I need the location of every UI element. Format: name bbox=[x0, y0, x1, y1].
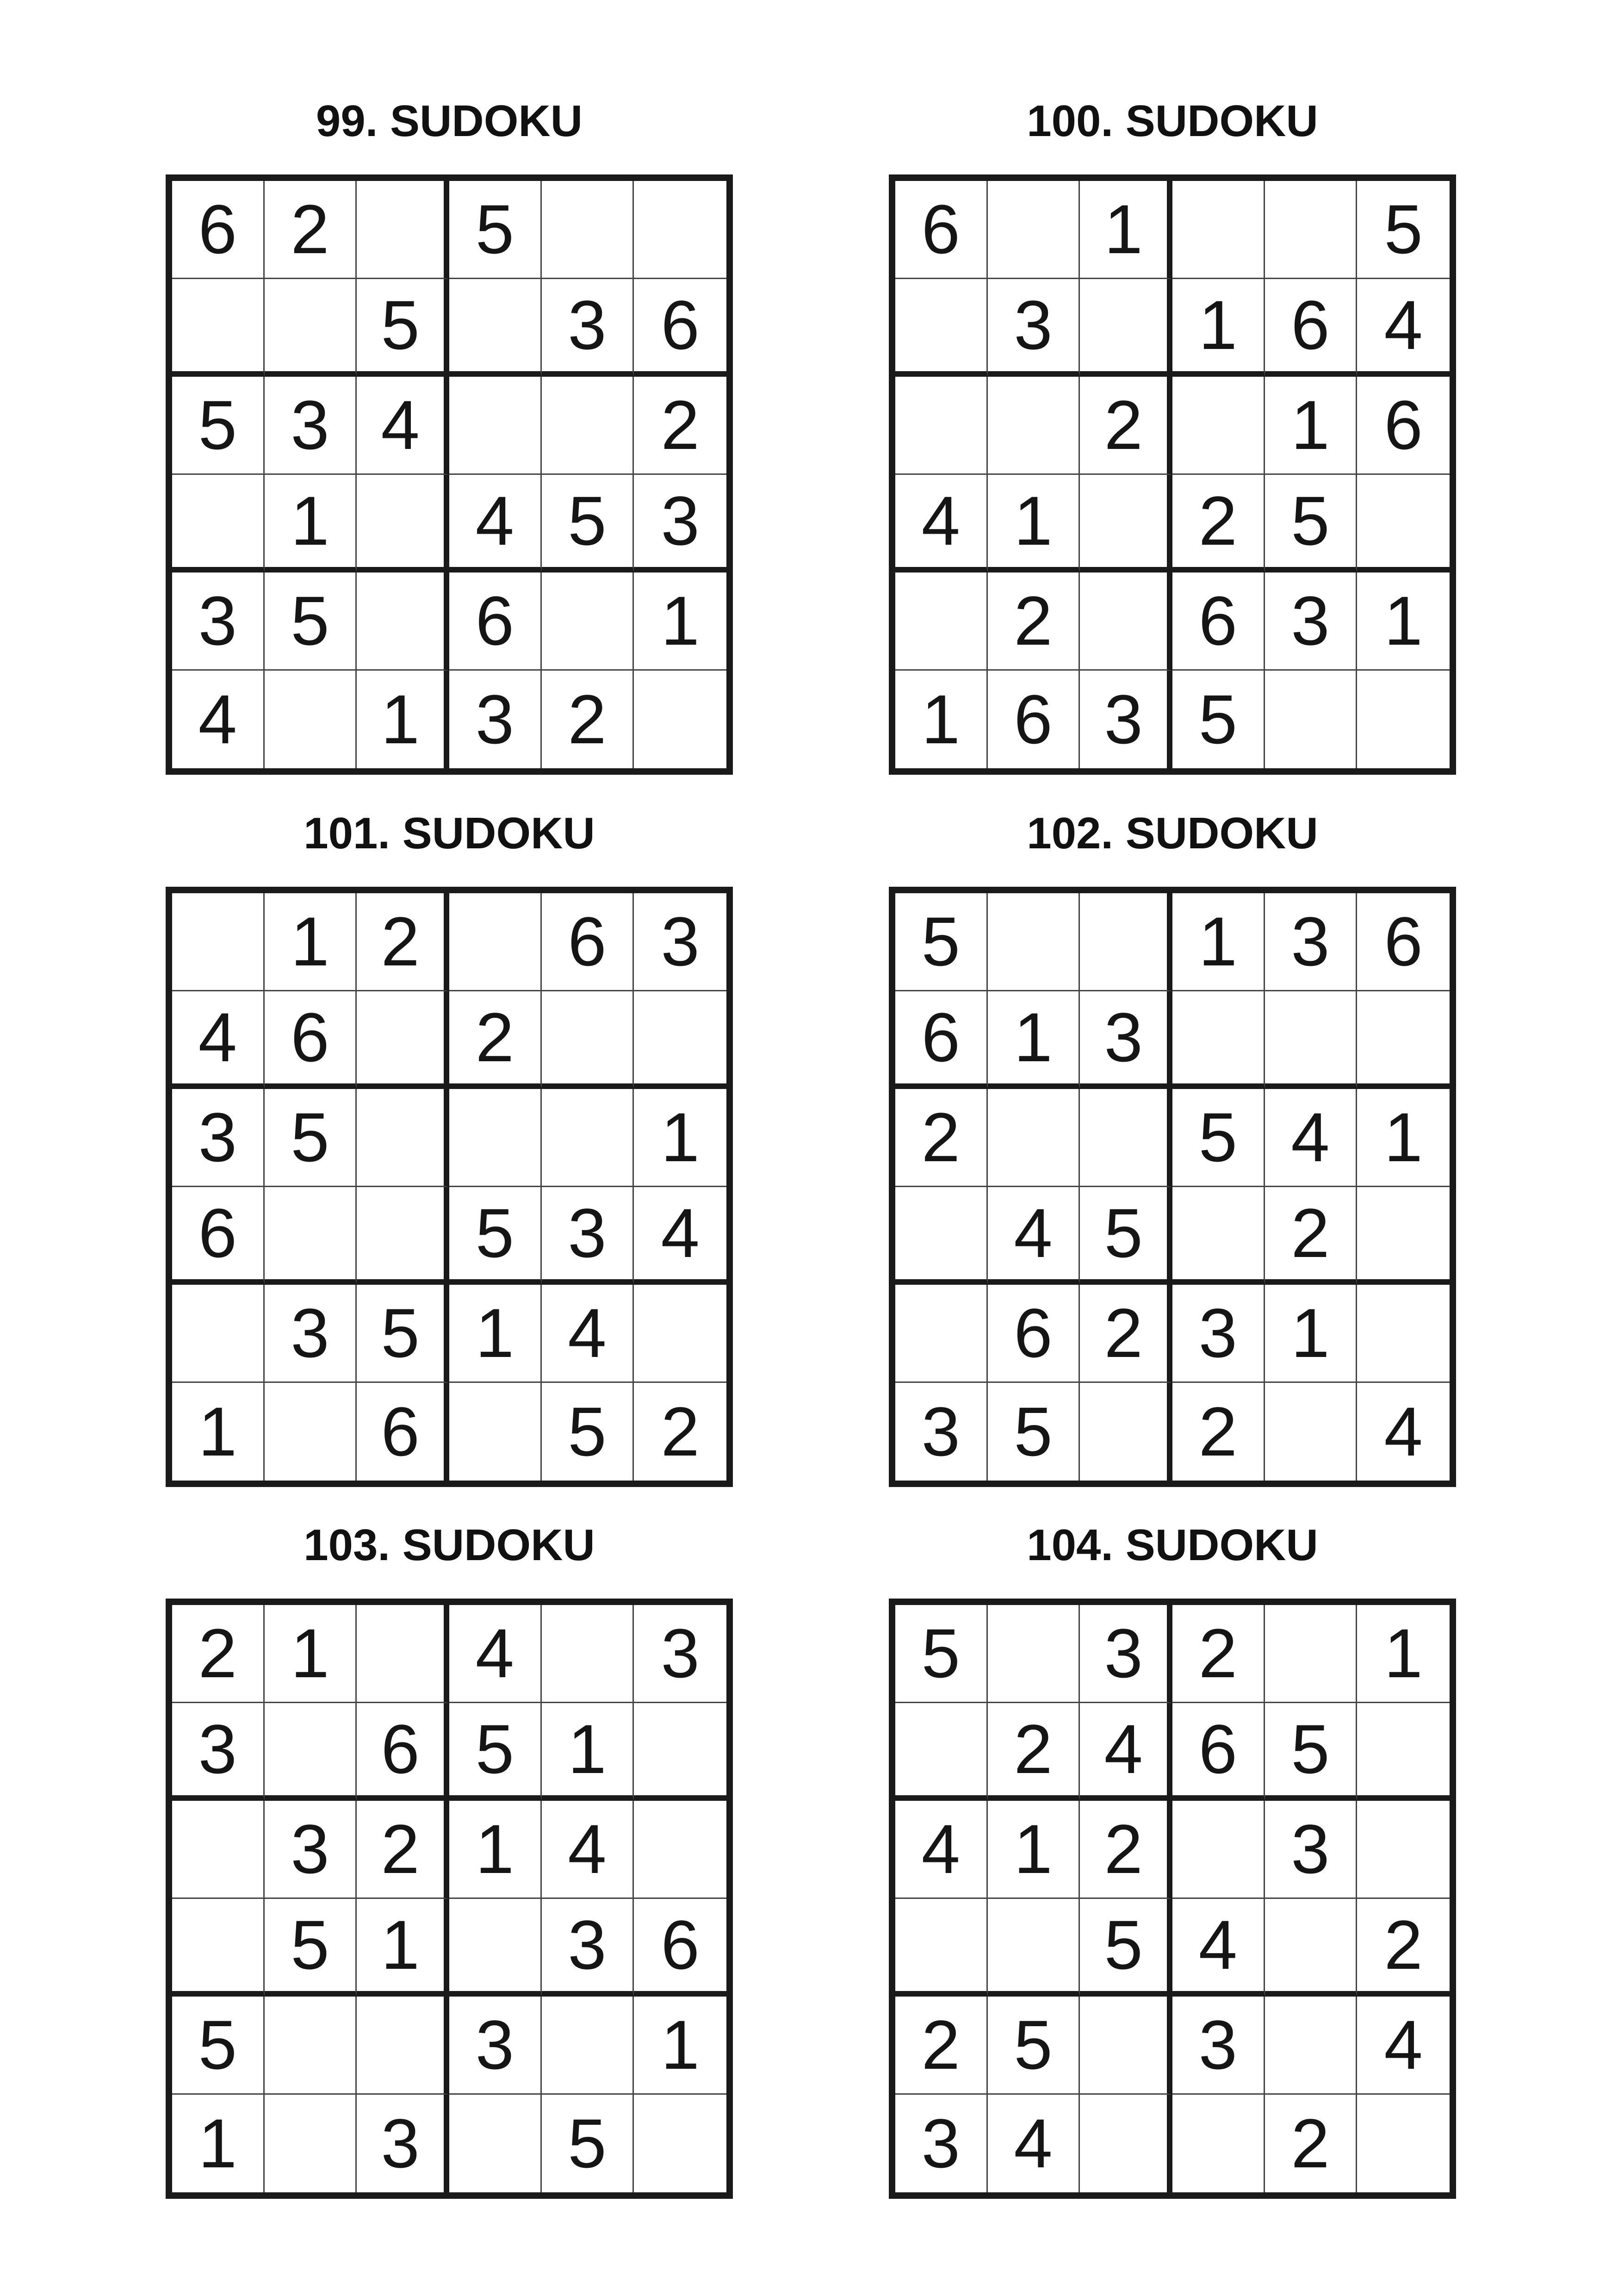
sudoku-cell: 1 bbox=[895, 671, 988, 769]
sudoku-cell bbox=[357, 181, 449, 279]
sudoku-cell bbox=[988, 1605, 1080, 1703]
sudoku-cell: 5 bbox=[988, 1383, 1080, 1481]
sudoku-cell bbox=[172, 893, 265, 991]
sudoku-cell bbox=[357, 1997, 449, 2095]
sudoku-cell: 1 bbox=[449, 1801, 542, 1899]
sudoku-cell: 1 bbox=[1357, 1605, 1450, 1703]
sudoku-cell bbox=[542, 181, 634, 279]
sudoku-cell: 1 bbox=[265, 475, 357, 573]
sudoku-cell bbox=[357, 1187, 449, 1285]
sudoku-cell bbox=[449, 1089, 542, 1187]
sudoku-cell: 1 bbox=[172, 2095, 265, 2193]
sudoku-cell: 3 bbox=[895, 2095, 988, 2193]
sudoku-cell bbox=[895, 377, 988, 475]
sudoku-grid-frame bbox=[889, 174, 1456, 775]
sudoku-cell: 5 bbox=[1265, 1703, 1358, 1801]
sudoku-cell: 2 bbox=[172, 1605, 265, 1703]
sudoku-cell bbox=[542, 991, 634, 1089]
sudoku-cell: 5 bbox=[265, 572, 357, 671]
sudoku-cell: 6 bbox=[449, 572, 542, 671]
sudoku-cell: 2 bbox=[1080, 1801, 1172, 1899]
sudoku-cell: 6 bbox=[634, 1899, 726, 1997]
sudoku-cell: 5 bbox=[895, 1605, 988, 1703]
sudoku-cell bbox=[634, 1285, 726, 1383]
sudoku-cell bbox=[1357, 475, 1450, 573]
sudoku-cell: 6 bbox=[357, 1703, 449, 1801]
sudoku-cell bbox=[1172, 1801, 1265, 1899]
sudoku-grid bbox=[895, 181, 1450, 768]
sudoku-cell bbox=[1357, 991, 1450, 1089]
sudoku-cell bbox=[634, 671, 726, 769]
sudoku-cell bbox=[542, 1997, 634, 2095]
sudoku-cell: 3 bbox=[172, 1089, 265, 1187]
sudoku-cell: 2 bbox=[357, 1801, 449, 1899]
sudoku-cell: 3 bbox=[1265, 572, 1358, 671]
sudoku-cell: 6 bbox=[634, 279, 726, 377]
sudoku-cell bbox=[988, 377, 1080, 475]
sudoku-grid bbox=[172, 1605, 726, 2192]
sudoku-cell: 3 bbox=[1080, 991, 1172, 1089]
sudoku-cell: 5 bbox=[1357, 181, 1450, 279]
puzzle-title: 104. SUDOKU bbox=[1027, 1520, 1318, 1570]
sudoku-cell: 1 bbox=[265, 1605, 357, 1703]
sudoku-cell bbox=[542, 572, 634, 671]
sudoku-cell: 2 bbox=[634, 377, 726, 475]
sudoku-cell bbox=[634, 2095, 726, 2193]
sudoku-cell: 3 bbox=[172, 1703, 265, 1801]
sudoku-cell bbox=[895, 1899, 988, 1997]
sudoku-cell: 1 bbox=[634, 1089, 726, 1187]
sudoku-grid bbox=[172, 181, 726, 768]
sudoku-cell: 2 bbox=[265, 181, 357, 279]
sudoku-cell: 6 bbox=[988, 671, 1080, 769]
sudoku-cell bbox=[1265, 671, 1358, 769]
sudoku-cell: 1 bbox=[1265, 1285, 1358, 1383]
sudoku-cell: 1 bbox=[1357, 1089, 1450, 1187]
sudoku-cell: 4 bbox=[449, 1605, 542, 1703]
sudoku-cell: 3 bbox=[357, 2095, 449, 2193]
sudoku-cell bbox=[265, 2095, 357, 2193]
sudoku-cell bbox=[1172, 1187, 1265, 1285]
sudoku-cell bbox=[1080, 279, 1172, 377]
sudoku-cell bbox=[1357, 1703, 1450, 1801]
sudoku-cell: 5 bbox=[542, 1383, 634, 1481]
sudoku-cell: 4 bbox=[895, 1801, 988, 1899]
sudoku-cell bbox=[1172, 991, 1265, 1089]
sudoku-cell: 3 bbox=[265, 1285, 357, 1383]
sudoku-cell: 3 bbox=[449, 1997, 542, 2095]
sudoku-cell: 4 bbox=[172, 671, 265, 769]
sudoku-cell bbox=[449, 377, 542, 475]
sudoku-cell: 5 bbox=[988, 1997, 1080, 2095]
sudoku-cell: 5 bbox=[1080, 1187, 1172, 1285]
sudoku-cell: 3 bbox=[634, 1605, 726, 1703]
puzzle-title: 102. SUDOKU bbox=[1027, 809, 1318, 858]
sudoku-cell bbox=[895, 279, 988, 377]
sudoku-cell: 1 bbox=[988, 475, 1080, 573]
sudoku-cell: 5 bbox=[357, 279, 449, 377]
sudoku-cell bbox=[1080, 2095, 1172, 2193]
sudoku-cell bbox=[895, 1187, 988, 1285]
sudoku-cell bbox=[265, 671, 357, 769]
sudoku-cell bbox=[988, 181, 1080, 279]
sudoku-cell: 5 bbox=[542, 2095, 634, 2193]
sudoku-cell: 5 bbox=[1080, 1899, 1172, 1997]
sudoku-cell bbox=[172, 1801, 265, 1899]
puzzle-title: 101. SUDOKU bbox=[304, 809, 595, 858]
sudoku-cell: 1 bbox=[357, 1899, 449, 1997]
sudoku-cell: 2 bbox=[1172, 1605, 1265, 1703]
sudoku-cell: 2 bbox=[1265, 2095, 1358, 2193]
sudoku-cell: 5 bbox=[265, 1089, 357, 1187]
sudoku-cell bbox=[542, 1089, 634, 1187]
sudoku-cell: 2 bbox=[1357, 1899, 1450, 1997]
sudoku-cell: 4 bbox=[1080, 1703, 1172, 1801]
sudoku-cell: 4 bbox=[988, 2095, 1080, 2193]
sudoku-cell bbox=[1172, 2095, 1265, 2193]
sudoku-grid bbox=[895, 893, 1450, 1481]
sudoku-cell: 5 bbox=[895, 893, 988, 991]
sudoku-cell bbox=[988, 1089, 1080, 1187]
sudoku-cell bbox=[895, 1285, 988, 1383]
sudoku-cell: 1 bbox=[542, 1703, 634, 1801]
sudoku-cell: 5 bbox=[542, 475, 634, 573]
sudoku-cell: 5 bbox=[265, 1899, 357, 1997]
sudoku-cell bbox=[895, 1703, 988, 1801]
sudoku-cell bbox=[357, 991, 449, 1089]
sudoku-cell bbox=[1080, 1997, 1172, 2095]
sudoku-cell bbox=[542, 1605, 634, 1703]
sudoku-cell bbox=[1172, 181, 1265, 279]
sudoku-cell: 4 bbox=[988, 1187, 1080, 1285]
sudoku-cell bbox=[1357, 2095, 1450, 2193]
sudoku-cell: 2 bbox=[1080, 1285, 1172, 1383]
sudoku-cell: 1 bbox=[357, 671, 449, 769]
sudoku-cell: 3 bbox=[1265, 1801, 1358, 1899]
sudoku-cell bbox=[895, 572, 988, 671]
sudoku-cell: 3 bbox=[1265, 893, 1358, 991]
sudoku-cell: 1 bbox=[172, 1383, 265, 1481]
sudoku-cell: 1 bbox=[1172, 279, 1265, 377]
sudoku-cell: 6 bbox=[265, 991, 357, 1089]
sudoku-cell: 1 bbox=[634, 572, 726, 671]
sudoku-cell: 6 bbox=[1172, 572, 1265, 671]
sudoku-cell: 3 bbox=[172, 572, 265, 671]
sudoku-cell bbox=[449, 893, 542, 991]
sudoku-cell: 3 bbox=[449, 671, 542, 769]
puzzle-title: 100. SUDOKU bbox=[1027, 96, 1318, 146]
sudoku-cell: 3 bbox=[265, 1801, 357, 1899]
sudoku-cell bbox=[265, 1703, 357, 1801]
sudoku-grid-frame bbox=[889, 887, 1456, 1487]
sudoku-cell: 1 bbox=[1172, 893, 1265, 991]
sudoku-cell: 3 bbox=[1172, 1997, 1265, 2095]
sudoku-cell: 1 bbox=[265, 893, 357, 991]
sudoku-cell: 6 bbox=[1357, 377, 1450, 475]
sudoku-cell: 2 bbox=[1172, 475, 1265, 573]
sudoku-cell: 5 bbox=[449, 1703, 542, 1801]
sudoku-cell: 1 bbox=[1357, 572, 1450, 671]
sudoku-cell: 2 bbox=[542, 671, 634, 769]
sudoku-cell: 3 bbox=[542, 1187, 634, 1285]
sudoku-cell bbox=[1265, 1997, 1358, 2095]
sudoku-cell bbox=[1080, 893, 1172, 991]
sudoku-cell: 4 bbox=[1172, 1899, 1265, 1997]
sudoku-cell bbox=[1265, 181, 1358, 279]
sudoku-cell bbox=[1357, 1187, 1450, 1285]
sudoku-grid bbox=[895, 1605, 1450, 2192]
sudoku-cell bbox=[1265, 991, 1358, 1089]
sudoku-cell bbox=[1172, 377, 1265, 475]
sudoku-grid-frame bbox=[166, 887, 733, 1487]
sudoku-cell: 5 bbox=[1172, 671, 1265, 769]
sudoku-cell: 3 bbox=[634, 893, 726, 991]
sudoku-cell: 4 bbox=[357, 377, 449, 475]
sudoku-cell: 5 bbox=[449, 1187, 542, 1285]
sudoku-cell bbox=[1357, 1285, 1450, 1383]
sudoku-cell: 5 bbox=[172, 377, 265, 475]
sudoku-cell: 2 bbox=[895, 1997, 988, 2095]
sudoku-cell: 2 bbox=[1172, 1383, 1265, 1481]
sudoku-cell: 6 bbox=[172, 1187, 265, 1285]
sudoku-grid-frame bbox=[166, 1599, 733, 2199]
sudoku-cell: 6 bbox=[988, 1285, 1080, 1383]
sudoku-cell bbox=[1265, 1899, 1358, 1997]
sudoku-cell bbox=[172, 1899, 265, 1997]
sudoku-cell: 4 bbox=[1357, 279, 1450, 377]
sudoku-cell: 5 bbox=[357, 1285, 449, 1383]
sudoku-cell bbox=[634, 1801, 726, 1899]
sudoku-cell: 6 bbox=[1357, 893, 1450, 991]
sudoku-cell: 2 bbox=[357, 893, 449, 991]
sudoku-cell: 1 bbox=[449, 1285, 542, 1383]
sudoku-cell: 4 bbox=[895, 475, 988, 573]
sudoku-cell: 2 bbox=[988, 572, 1080, 671]
sudoku-cell bbox=[988, 1899, 1080, 1997]
sudoku-cell: 4 bbox=[542, 1801, 634, 1899]
sudoku-cell: 4 bbox=[1357, 1997, 1450, 2095]
sudoku-cell: 6 bbox=[357, 1383, 449, 1481]
sudoku-cell bbox=[634, 1703, 726, 1801]
sudoku-cell bbox=[172, 475, 265, 573]
sudoku-cell bbox=[357, 475, 449, 573]
sudoku-cell: 3 bbox=[1080, 1605, 1172, 1703]
sudoku-cell: 3 bbox=[542, 1899, 634, 1997]
sudoku-cell bbox=[1080, 572, 1172, 671]
sudoku-cell: 5 bbox=[172, 1997, 265, 2095]
sudoku-cell bbox=[449, 279, 542, 377]
sudoku-cell: 3 bbox=[1172, 1285, 1265, 1383]
sudoku-cell: 2 bbox=[661, 1393, 700, 1471]
sudoku-cell: 3 bbox=[542, 279, 634, 377]
sudoku-cell bbox=[265, 1383, 357, 1481]
sudoku-grid bbox=[172, 893, 726, 1481]
sudoku-cell: 4 bbox=[634, 1187, 726, 1285]
sudoku-cell bbox=[542, 377, 634, 475]
puzzle-title: 103. SUDOKU bbox=[304, 1520, 595, 1570]
sudoku-cell bbox=[265, 279, 357, 377]
sudoku-cell: 3 bbox=[634, 475, 726, 573]
sudoku-cell: 6 bbox=[895, 991, 988, 1089]
sudoku-cell bbox=[1080, 1089, 1172, 1187]
sudoku-cell: 1 bbox=[1080, 181, 1172, 279]
sudoku-cell bbox=[634, 991, 726, 1089]
puzzle-title: 99. SUDOKU bbox=[316, 96, 583, 146]
sudoku-cell: 1 bbox=[1265, 377, 1358, 475]
sudoku-cell: 2 bbox=[449, 991, 542, 1089]
sudoku-cell bbox=[449, 1899, 542, 1997]
sudoku-cell bbox=[357, 572, 449, 671]
sudoku-cell: 2 bbox=[988, 1703, 1080, 1801]
sudoku-cell bbox=[1080, 1383, 1172, 1481]
sudoku-cell: 6 bbox=[1265, 279, 1358, 377]
sudoku-cell: 4 bbox=[449, 475, 542, 573]
sudoku-cell: 4 bbox=[542, 1285, 634, 1383]
sudoku-cell: 5 bbox=[1172, 1089, 1265, 1187]
sudoku-cell: 2 bbox=[895, 1089, 988, 1187]
sudoku-cell bbox=[172, 1285, 265, 1383]
sudoku-cell bbox=[357, 1089, 449, 1187]
sudoku-cell: 3 bbox=[265, 377, 357, 475]
sudoku-cell: 5 bbox=[1265, 475, 1358, 573]
sudoku-cell: 3 bbox=[895, 1383, 988, 1481]
sudoku-cell: 2 bbox=[1080, 377, 1172, 475]
sudoku-cell bbox=[1265, 1383, 1358, 1481]
sudoku-cell bbox=[449, 1383, 542, 1481]
sudoku-cell: 4 bbox=[1384, 1393, 1423, 1471]
sudoku-cell bbox=[1357, 671, 1450, 769]
sudoku-cell: 2 bbox=[1265, 1187, 1358, 1285]
sudoku-cell bbox=[265, 1187, 357, 1285]
sudoku-cell: 6 bbox=[542, 893, 634, 991]
sudoku-cell: 1 bbox=[988, 991, 1080, 1089]
sudoku-cell: 3 bbox=[1080, 671, 1172, 769]
sudoku-cell bbox=[1357, 1801, 1450, 1899]
sudoku-grid-frame bbox=[166, 174, 733, 775]
sudoku-grid-frame bbox=[889, 1599, 1456, 2199]
sudoku-cell: 4 bbox=[172, 991, 265, 1089]
sudoku-cell: 1 bbox=[634, 1997, 726, 2095]
sudoku-cell bbox=[172, 279, 265, 377]
sudoku-cell bbox=[357, 1605, 449, 1703]
sudoku-cell bbox=[265, 1997, 357, 2095]
sudoku-cell: 4 bbox=[1265, 1089, 1358, 1187]
sudoku-cell: 3 bbox=[988, 279, 1080, 377]
sudoku-cell bbox=[449, 2095, 542, 2193]
sudoku-cell: 6 bbox=[1172, 1703, 1265, 1801]
sudoku-cell: 6 bbox=[172, 181, 265, 279]
sudoku-cell bbox=[1080, 475, 1172, 573]
sudoku-cell: 1 bbox=[988, 1801, 1080, 1899]
sudoku-cell: 6 bbox=[895, 181, 988, 279]
sudoku-cell: 5 bbox=[449, 181, 542, 279]
sudoku-cell bbox=[634, 181, 726, 279]
sudoku-cell bbox=[988, 893, 1080, 991]
sudoku-cell bbox=[1265, 1605, 1358, 1703]
